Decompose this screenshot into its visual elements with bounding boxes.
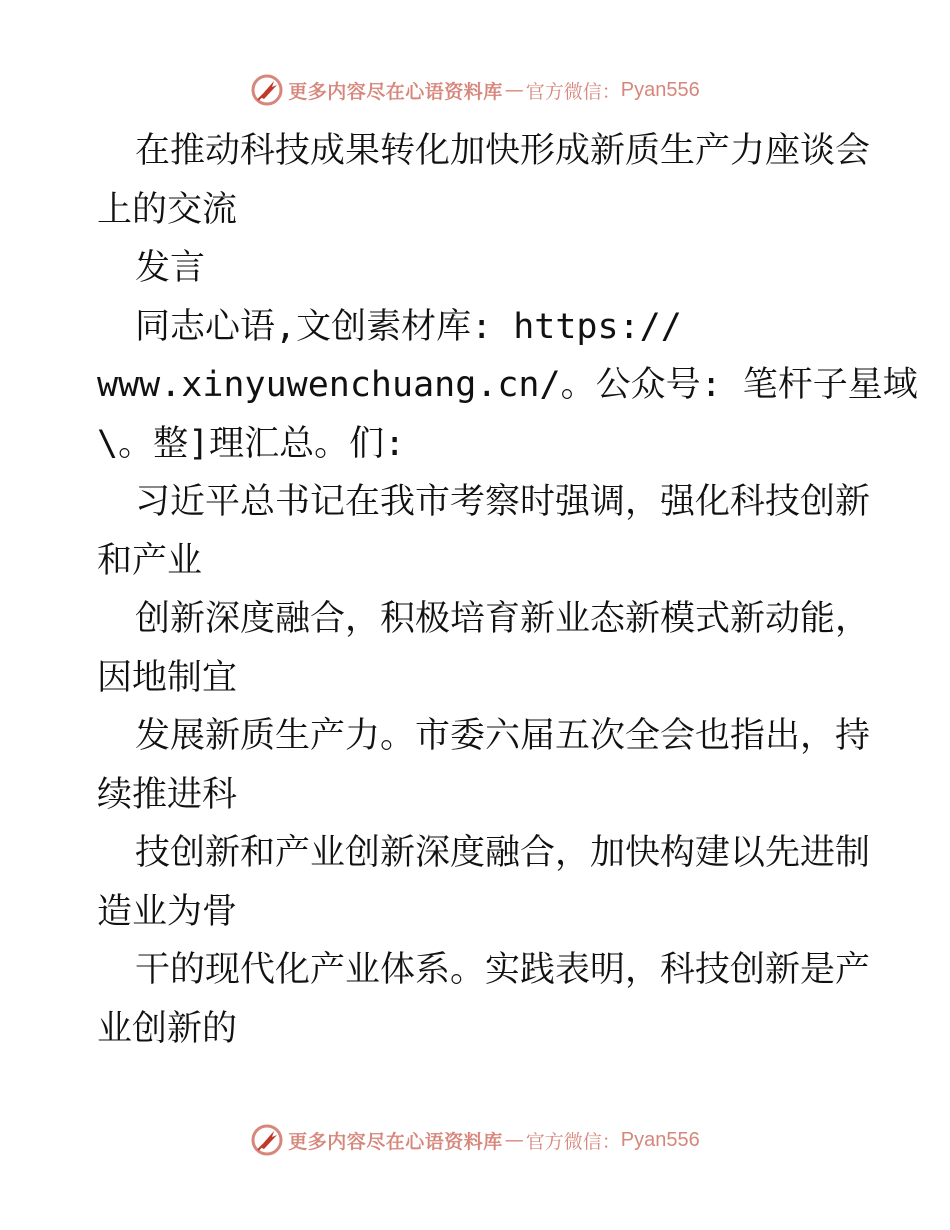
- wechat-label: 官方微信：: [525, 80, 621, 103]
- text-line: www.xinyuwenchuang.cn/。公众号: 笔杆子星域: [97, 365, 918, 405]
- text-line: 业创新的: [97, 1008, 238, 1049]
- promo-text: 更多内容尽在心语资料库: [288, 1130, 503, 1153]
- quill-logo-icon: [250, 73, 284, 107]
- wechat-id: Pyan556: [620, 78, 700, 101]
- header-banner: [0, 70, 950, 110]
- banner-dash: —: [504, 79, 524, 101]
- text-line: 干的现代化产业体系。实践表明，科技创新是产: [135, 950, 871, 990]
- text-line: 习近平总书记在我市考察时强调，强化科技创新: [135, 482, 871, 522]
- text-line: \。整]理汇总。们:: [97, 423, 406, 464]
- text-line: 创新深度融合，积极培育新业态新模式新动能，: [135, 599, 871, 639]
- text-line: 续推进科: [97, 774, 238, 815]
- text-line: 造业为骨: [97, 891, 238, 932]
- wechat-label: 官方微信：: [525, 1130, 621, 1153]
- wechat-id: Pyan556: [620, 1128, 700, 1151]
- text-line: 在推动科技成果转化加快形成新质生产力座谈会: [135, 131, 871, 171]
- footer-banner: [0, 1120, 950, 1160]
- text-line: 发展新质生产力。市委六届五次全会也指出，持: [135, 716, 871, 756]
- banner-dash: —: [504, 1129, 524, 1151]
- text-line: 技创新和产业创新深度融合，加快构建以先进制: [135, 833, 871, 873]
- text-line: 上的交流: [97, 189, 238, 230]
- text-line: 因地制宜: [97, 657, 238, 698]
- text-line: 发言: [135, 248, 206, 288]
- text-line: 同志心语,文创素材库: https://: [135, 306, 682, 347]
- quill-logo-icon: [250, 1123, 284, 1157]
- text-line: 和产业: [97, 540, 203, 581]
- document-body: [97, 122, 918, 1058]
- promo-text: 更多内容尽在心语资料库: [288, 80, 503, 103]
